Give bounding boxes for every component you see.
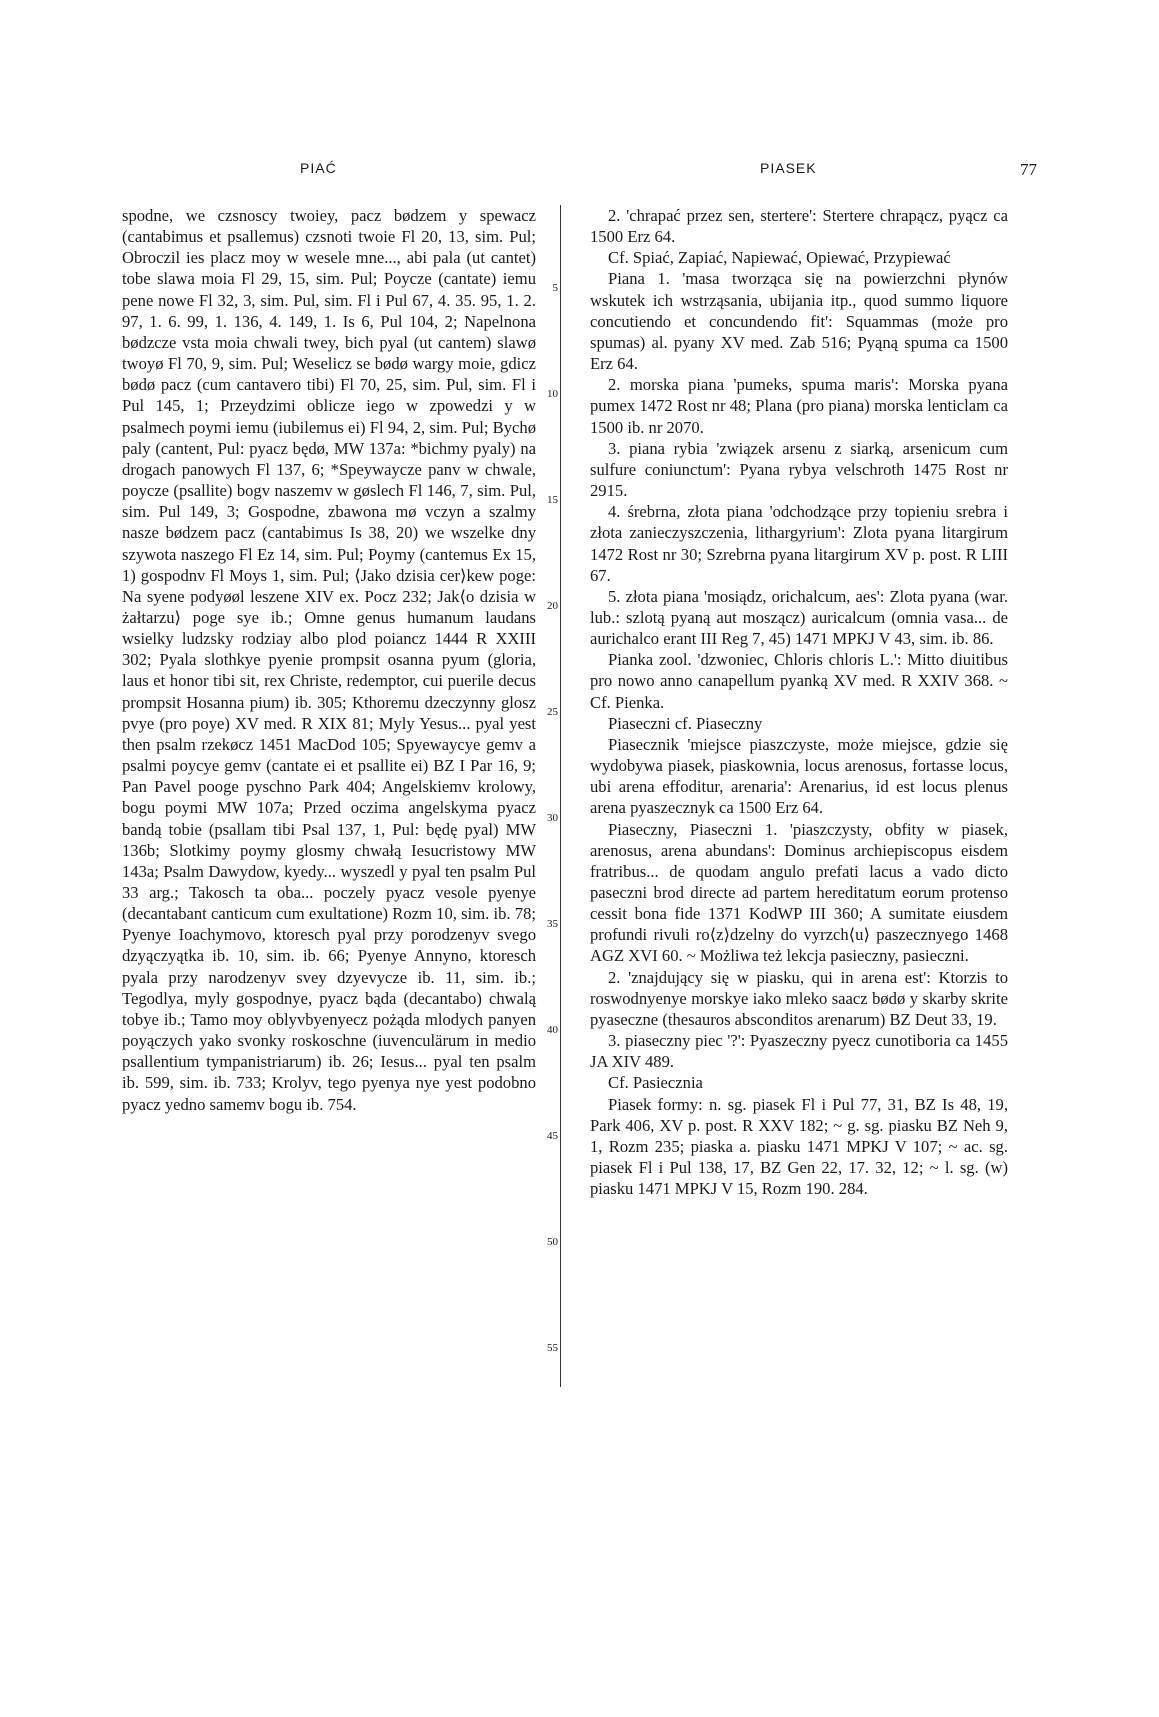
line-number: 45 (547, 1130, 558, 1142)
line-number: 20 (547, 600, 558, 612)
entry-paragraph: 2. 'znajdujący się w piasku, qui in arena est': Ktorzis to roswodnyenye morskye iako mleko saacz bødø y skarby skrite pyaseczne (thesauros absconditos arenarum) BZ Deut 33, 19. (590, 967, 1008, 1029)
entry-paragraph: Pianka zool. 'dzwoniec, Chloris chloris L.': Mitto diuitibus pro nowo anno canapellum pyanką XV med. R XXIV 368. ~ Cf. Pienka. (590, 650, 1008, 712)
entry-paragraph: Cf. Spiać, Zapiać, Napiewać, Opiewać, Przypiewać (608, 248, 951, 268)
right-column (590, 205, 1008, 1199)
entry-paragraph: 3. piaseczny piec '?': Pyaszeczny pyecz cunotiboria ca 1455 JA XIV 489. (590, 1031, 1008, 1072)
left-column (122, 205, 536, 1115)
page-number: 77 (1020, 160, 1037, 179)
entry-paragraph: 2. morska piana 'pumeks, spuma maris': Morska pyana pumex 1472 Rost nr 48; Plana (pro piana) morska lenticlam ca 1500 ib. nr 2070. (590, 375, 1008, 437)
line-number: 35 (547, 918, 558, 930)
entry-paragraph: Cf. Pasiecznia (608, 1073, 703, 1093)
entry-paragraph: 3. piana rybia 'związek arsenu z siarką, arsenicum cum sulfure coniunctum': Pyana rybya velschroth 1475 Rost nr 2915. (590, 438, 1008, 501)
left-column-text: spodne, we czsnoscy twoiey, pacz bødzem y spewacz (cantabimus et psallemus) czsnoti twoie Fl 20, 13, sim. Pul; Obroczil ies placz moy w wesele mne..., abi pala (ut cantet) tobe slawa moia Fl 29, 15, sim. Pul; Poycze (cantate) iemu pene nowe Fl 32, 3, sim. Pul, sim. Fl i Pul 67, 4. 35. 95, 1. 2. 97, 1. 6. 99, 1. 136, 4. 149, 1. Is 6, Pul 104, 2; Napelnona bødzcze vsta moia chwali twey, bich pyal (ut cantem) slawø twoyø Fl 70, 9, sim. Pul; Weselicz se bødø wargy moie, gdicz bødø pacz (cum cantavero tibi) Fl 70, 25, sim. Pul, sim. Fl i Pul 145, 1; Przeydzimi oblicze iego w zpowedzi y w psalmech poymi iemu (iubilemus ei) Fl 94, 2, sim. Pul; Bychø paly (cantent, Pul: pyacz będø, MW 137a: *bichmy pyaly) na drogach panowych Fl 137, 6; *Speywaycze panv w chwale, poycze (psallite) bogv naszemv w gøslech Fl 146, 7, sim. Pul, sim. Pul 149, 3; Gospodne, zbawona mø vczyn a szalmy nasze bødzem pacz (cantabimus Is 38, 20) we wszelke dny szywota naszego Fl Ez 14, sim. Pul; Poymy (cantemus Ex 15, 1) gospodnv Fl Moys 1, sim. Pul; ⟨Jako dzisia cer⟩kew poge: Na syene podyøøl leszene XIV ex. Pocz 232; Jak⟨o dzisia w żałtarzu⟩ poge sye ib.; Omne genus humanum laudans wsielky ludzsky rodziay albo plod poiancz 1444 R XXIII 302; Pyala slothkye pyenie prompsit osanna pyum (gloria, laus et honor tibi sit, rex Christe, redemptor, cui puerile decus prompsit Hosanna pium) ib. 305; Kthoremu dzeczynny glosz pvye (pro poye) XV med. R XIX 81; Myly Yesus... pyal yest then psalm rzekøcz 1451 MacDod 105; Spyewaycye gemv a psalmi poycye gemv (cantate ei et psallite ei) BZ I Par 16, 9; Pan Pavel pooge pyschno Park 404; Angelskiemv krolowy, bogu poymi MW 107a; Przed oczima angelskyma pyacz bandą tobie (psallam tibi Psal 137, 1, Pul: będę pyal) MW 136b; Slotkimy poymy glosmy chwałą Iesucristowy MW 143a; Psalm Dawydow, kyedy... wyszedl y pyal ten psalm Pul 33 arg.; Takosch ta oba... poczely pyacz vesole pyenye (decantabant canticum cum exultatione) Rozm 10, sim. ib. 78; Pyenye Ioachymovo, ktoresch pyal przy porodzenyv svego dzyączyątka ib. 10, sim. ib. 66; Pyenye Annyno, ktoresch pyala przy narodzenyv svey dzyevycze ib. 11, sim. ib.; Tegodlya, myly gospodnye, pyacz bąda (decantabo) chwalą tobye ib.; Tamo moy oblyvbyenyecz pożąda mlodych panyen poyączych yako svonky roskoschne (iuvenculärum in medio psallentium tympanistriarum) ib. 26; Iesus... pyal ten psalm ib. 599, sim. ib. 733; Krolyv, tego pyenya nye yest podobno pyacz yedno samemv bogu ib. 754. (122, 206, 536, 1114)
entry-paragraph: Piasecznik 'miejsce piaszczyste, może miejsce, gdzie się wydobywa piasek, piaskownia, locus arenosus, fortasse locus, ubi arena effoditur, arenaria': Arenarius, id est locus plenus arena pyaszecznyk ca 1500 Erz 64. (590, 734, 1008, 818)
line-number: 30 (547, 812, 558, 824)
line-number: 55 (547, 1342, 558, 1354)
line-number: 50 (547, 1236, 558, 1248)
running-header-left: PIAĆ (300, 160, 337, 176)
line-number: 10 (547, 388, 558, 400)
column-divider (560, 205, 561, 1387)
entry-paragraph: 4. śrebrna, złota piana 'odchodzące przy topieniu srebra i złota zanieczyszczenia, lithargyrium': Zlota pyana litargirum 1472 Rost nr 30; Szrebrna pyana litargirum XV p. post. R LIII 67. (590, 502, 1008, 585)
running-header-center: PIASEK (760, 160, 817, 176)
entry-paragraph: 2. 'chrapać przez sen, stertere': Stertere chrapącz, pyącz ca 1500 Erz 64. (590, 206, 1008, 247)
line-number: 25 (547, 706, 558, 718)
entry-paragraph: Piaseczni cf. Piaseczny (608, 713, 763, 733)
line-number: 5 (552, 282, 558, 294)
entry-paragraph: Piaseczny, Piaseczni 1. 'piaszczysty, obfity w piasek, arenosus, arena abundans': Dominus archiepiscopus eisdem fratribus... de quodam angulo prefati lacus a vado dicto paseczni brod directe ad partem hereditatum eorum protenso cessit bona fide 1371 KodWP III 360; A sumitate eiusdem profundi rivuli ro⟨z⟩dzelny do vyrzch⟨u⟩ paszecznyego 1468 AGZ XVI 60. ~ Możliwa też lekcja pasieczny, pasieczni. (590, 819, 1008, 966)
line-number: 40 (547, 1024, 558, 1036)
entry-paragraph: Piana 1. 'masa tworząca się na powierzchni płynów wskutek ich wstrząsania, ubijania itp., quod summo liquore concutiendo et concundendo fit': Squammas (może pro spumas) al. pyany XV med. Zab 516; Pyąną spuma ca 1500 Erz 64. (590, 269, 1008, 374)
line-number: 15 (547, 494, 558, 506)
entry-paragraph: 5. złota piana 'mosiądz, orichalcum, aes': Zlota pyana (war. lub.: szlotą pyaną aut moszącz) auricalcum (omnia vasa... de aurichalco erant III Reg 7, 45) 1471 MPKJ V 43, sim. ib. 86. (590, 586, 1008, 649)
entry-paragraph: Piasek formy: n. sg. piasek Fl i Pul 77, 31, BZ Is 48, 19, Park 406, XV p. post. R XXV 182; ~ g. sg. piasku BZ Neh 9, 1, Rozm 235; piaska a. piasku 1471 MPKJ V 107; ~ ac. sg. piasek Fl i Pul 138, 17, BZ Gen 22, 17. 32, 12; ~ l. sg. (w) piasku 1471 MPKJ V 15, Rozm 190. 284. (590, 1094, 1008, 1199)
